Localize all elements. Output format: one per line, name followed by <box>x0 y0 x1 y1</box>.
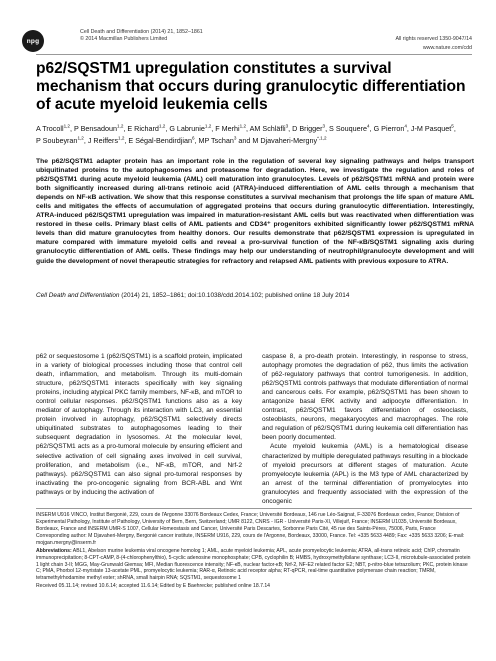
article-title: p62/SQSTM1 upregulation constitutes a survival mechanism that occurs during granulocytic differentiation of acute myeloid leukemia cells <box>36 60 466 114</box>
author-list <box>36 123 476 146</box>
author-line-1: A Trocoll$^{1,2}$, P Bensadoun$^{1,2}$, E Richard$^{1,2}$, G Labrunie$^{1,2}$, F Merhi$^{1,2}$, AM Schläfli$^3$, D Brigger$^3$, S Souquere$^4$, G Pierron$^4$, J-M Pasquet$^5$, <box>36 123 456 133</box>
author-line-2: P Soubeyran$^{1,2}$, J Reiffers$^{1,2}$, E Ségal-Bendirdjian$^6$, MP Tschan$^3$ and M Djavaheri-Mergny$^{*,1,2}$ <box>36 135 327 145</box>
footnote-divider <box>36 508 472 509</box>
citation-line: Cell Death and Differentiation (2014) 21, 1852–1861; doi:10.1038/cdd.2014.102; published online 18 July 2014 <box>36 292 350 299</box>
correspondence: Corresponding author: M Djavaheri-Mergny, Bergonié cancer institute, INSERM U916, 229, cours de l'Argonne, Bordeaux, 33000, France. Tel: +335 5633 4489; Fax: +335 5633 3206; E-mail: mojgan.mergny@inserm.fr <box>36 533 465 547</box>
journal-url[interactable]: www.nature.com/cdd <box>422 44 472 51</box>
abbreviations: Abbreviations: ABL1, Abelson murine leukemia viral oncogene homolog 1; AML, acute myeloid leukemia; APL, acute promyelocytic leukemia; ATRA, all-trans retinoic acid; ChIP, chromatin immunoprecipitation; 8-CPT-cAMP, 8-(4-chlorophenylthio), 5-cyclic adenosine monophosphate; CPB, cyclophilin B; HMBS, hydroxymethylbilane synthase; LC3-II, microtubule-associated protein 1 light chain 3-II; MGG, May-Grunwald Giemsa; MFI, Median fluorescence intensity; NF-κB, nuclear factor-κB; Nrf-2, NF-E2 related factor E2; NBT, p-nitro-blue tetrazolium; PKC, protein kinase C; PMA, Phorbol 12-myristate 13-acetate PML, promyelocytic leukemia; RAR-α, Retinoic acid receptor alpha; RT-qPCR, real-time quantitative polymerase chain reaction; TMRM, tetramethylrhodamine methyl ester; shRNA, small hairpin RNA; SQSTM1, sequestosome 1 <box>36 548 471 582</box>
rights: All rights reserved 1350-9047/14 <box>395 36 472 43</box>
copyright: © 2014 Macmillan Publishers Limited <box>80 36 168 43</box>
body-right-column <box>262 352 468 506</box>
body-paragraph: caspase 8, a pro-death protein. Interestingly, in response to stress, autophagy promotes the degradation of p62, thus limits the activation of p62-regulatory pathways that control tumorigenesis. In addition, p62/SQSTM1 controls pathways that modulate differentiation of normal and cancerous cells. For example, p62/SQSTM1 has been shown to antagonize basal ERK activity and adipocyte differentiation. In contrast, p62/SQSTM1 favors differentiation of osteoclasts, osteoblasts, neurons, megakaryocytes and macrophages. The role and regulation of p62/SQSTM1 during leukemia cell differentiation has been poorly documented. <box>262 353 468 442</box>
abstract: The p62/SQSTM1 adapter protein has an important role in the regulation of several key signaling pathways and helps transport ubiquitinated proteins to the autophagosomes and proteasome for degradation. Here, we investigate the regulation and roles of p62/SQSTM1 during acute myeloid leukemia (AML) cell maturation into granulocytes. Levels of p62/SQSTM1 mRNA and protein were both significantly increased during all-trans retinoic acid (ATRA)-induced differentiation of AML cells through a mechanism that depends on NF-κB activation. We show that this response constitutes a survival mechanism that prolongs the life span of mature AML cells and mitigates the effects of accumulation of aggregated proteins that occurs during granulocytic differentiation. Interestingly, ATRA-induced p62/SQSTM1 upregulation was impaired in maturation-resistant AML cells but was reactivated when differentiation was restored in these cells. Primary blast cells of AML patients and CD34⁺ progenitors exhibited significantly lower p62/SQSTM1 mRNA levels than did mature granulocytes from healthy donors. Our results demonstrate that p62/SQSTM1 expression is upregulated in mature compared with immature myeloid cells and reveal a pro-survival function of the NF-κB/SQSTM1 signaling axis during granulocytic differentiation of AML cells. These findings may help our understanding of neutrophil/granulocyte development and will guide the development of novel therapeutic strategies for refractory and relapsed AML patients with previous exposure to ATRA. <box>36 158 474 265</box>
publisher-logo: npg <box>22 30 44 52</box>
footnotes <box>36 512 474 591</box>
affiliations: INSERM U916 VINCO, Institut Bergonié, 229, cours de l'Argonne 33076 Bordeaux Cedex, France; Université Bordeaux, 146 rue Léo-Saignat, F-33076 Bordeaux cedex, France; Division of Experimental Pathology, Institute of Pathology, University of Bern, Bern, Switzerland; UMR 8122, CNRS - IGR - Université Paris-XI, Villejuif, France; INSERM U1035, Université Bordeaux, Bordeaux, France and INSERM UMR-S 1007, Cellular Homeostasis and Cancer, Université Paris Descartes, Sorbonne Paris Cité, 45 rue des Saints-Pères, 75006, Paris, France <box>36 512 460 532</box>
body-left-column <box>36 352 242 497</box>
header-divider <box>36 54 472 55</box>
journal-name: Cell Death and Differentiation (2014) 21, 1852–1861 <box>80 29 203 35</box>
received-dates: Received 05.11.14; revised 10.6.14; accepted 11.6.14; Edited by E Baehrecke; published online 18.7.14 <box>36 583 271 590</box>
body-paragraph: p62 or sequestosome 1 (p62/SQSTM1) is a scaffold protein, implicated in a variety of biological processes including those that control cell death, inflammation, and metabolism. Through its multi-domain structure, p62/SQSTM1 interacts specifically with key signaling proteins, including atypical PKC family members, NF-κB, and mTOR to control cellular responses. p62/SQSTM1 functions also as a key mediator of autophagy. Through its interaction with LC3, an essential protein involved in autophagy, p62/SQSTM1 selectively directs ubiquitinated substrates to autophagosomes leading to their subsequent degradation in lysosomes. At the molecular level, p62/SQSTM1 acts as a pro-tumoral molecule by ensuring efficient and selective activation of cell signaling axes involved in cell survival, proliferation, and metabolism (i.e., NF-κB, mTOR, and Nrf-2 pathways). p62/SQSTM1 can also signal pro-tumoral responses by inactivating the pro-oncogenic signaling from BCR-ABL and Wnt pathways or by inducing the activation of <box>36 353 242 496</box>
journal-header <box>80 29 472 52</box>
body-paragraph: Acute myeloid leukemia (AML) is a hematological disease characterized by multiple deregulated pathways resulting in a blockade of myeloid precursors at different stages of maturation. Acute promyelocyte leukemia (APL) is the M3 type of AML characterized by an arrest of the terminal differentiation of promyelocytes into granulocytes and frequently associated with the expression of the oncogenic <box>262 443 468 505</box>
